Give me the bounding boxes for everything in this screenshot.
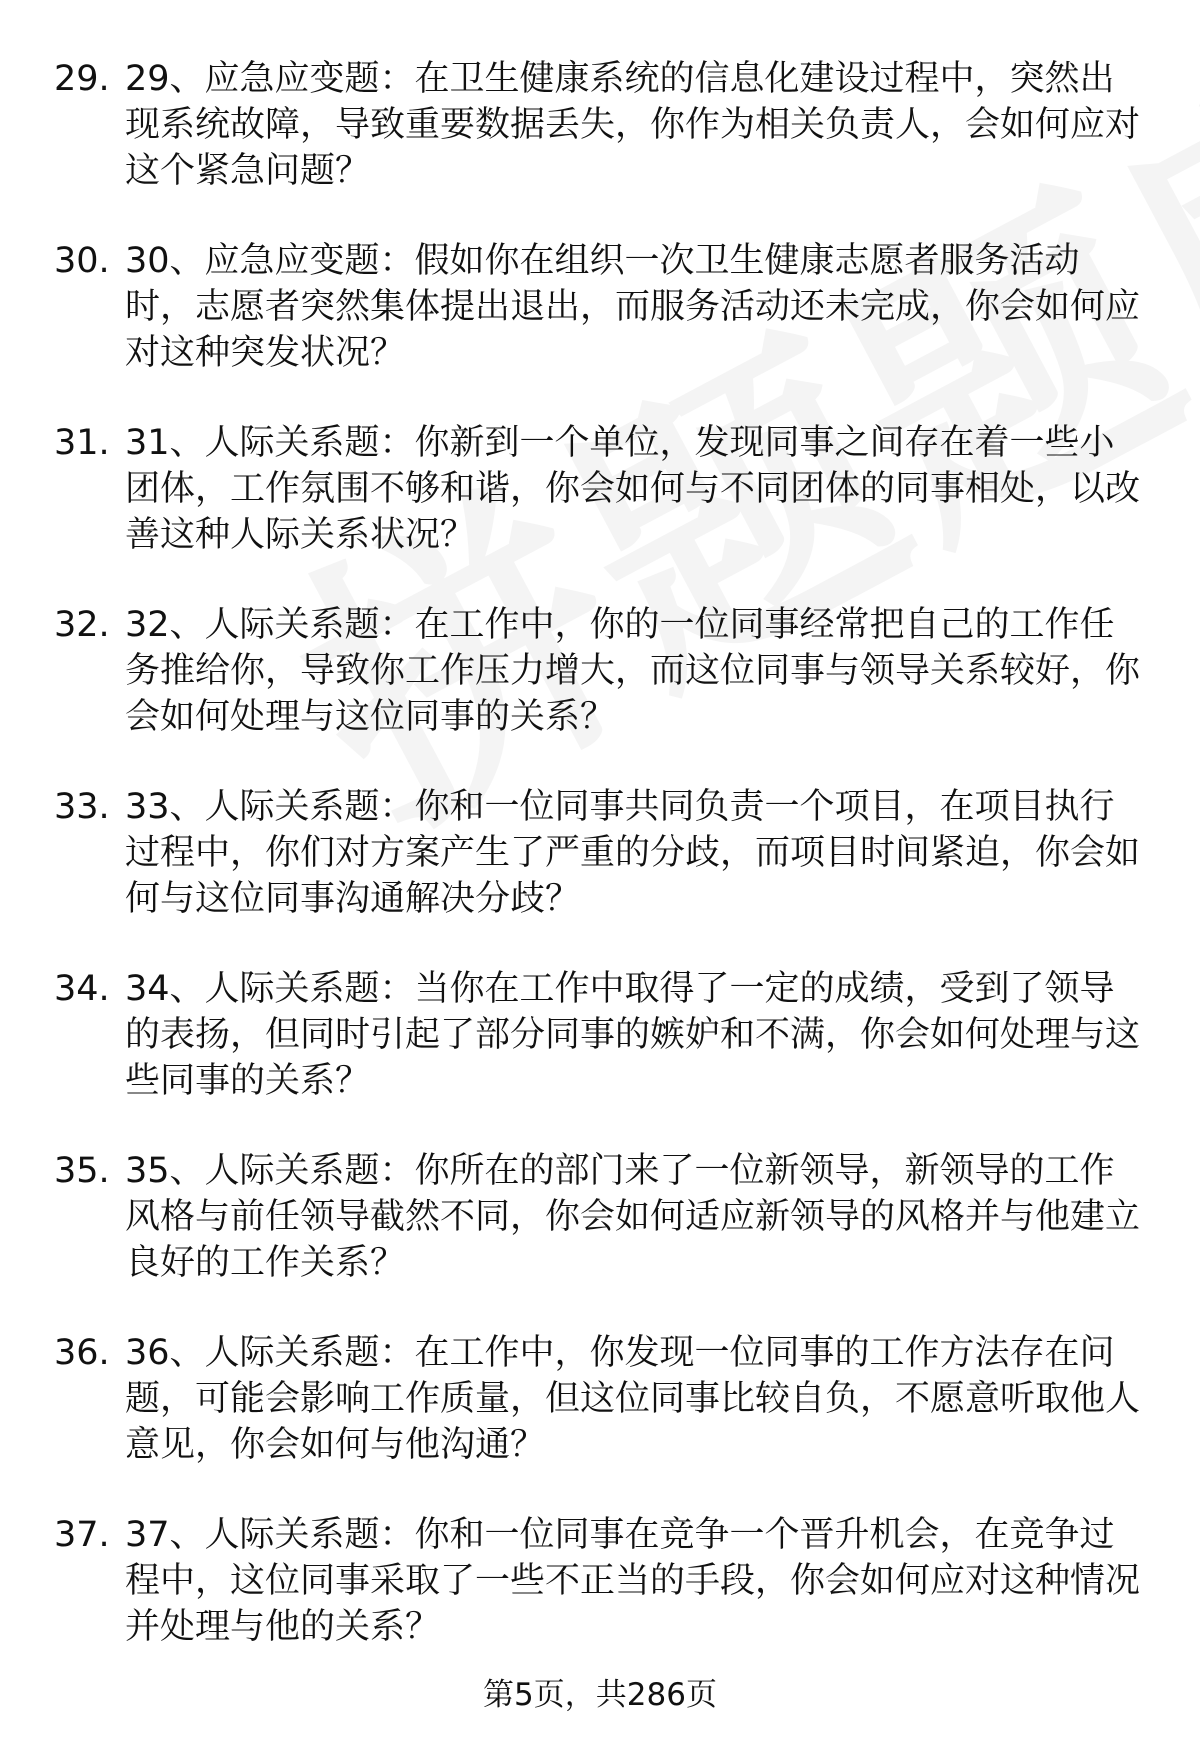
question-item-35 xyxy=(0,1148,1200,1286)
question-number: 37. xyxy=(54,1515,110,1555)
question-item-32 xyxy=(0,602,1200,740)
question-list xyxy=(0,56,1200,1694)
question-number: 29. xyxy=(54,59,110,99)
question-number: 30. xyxy=(54,241,110,281)
page-footer xyxy=(0,1675,1200,1715)
question-number: 32. xyxy=(54,605,110,645)
question-item-37 xyxy=(0,1512,1200,1650)
question-text: 34、人际关系题：当你在工作中取得了一定的成绩，受到了领导的表扬，但同时引起了部分同事的嫉妒和不满，你会如何处理与这些同事的关系？ xyxy=(125,969,1141,1101)
question-text: 30、应急应变题：假如你在组织一次卫生健康志愿者服务活动时，志愿者突然集体提出退出，而服务活动还未完成，你会如何应对这种突发状况？ xyxy=(125,241,1141,373)
question-number: 33. xyxy=(54,787,110,827)
page-number-label: 第5页，共286页 xyxy=(483,1677,717,1713)
question-number: 35. xyxy=(54,1151,110,1191)
question-text: 33、人际关系题：你和一位同事共同负责一个项目，在项目执行过程中，你们对方案产生了严重的分歧，而项目时间紧迫，你会如何与这位同事沟通解决分歧？ xyxy=(125,787,1141,919)
question-number: 34. xyxy=(54,969,110,1009)
question-text: 37、人际关系题：你和一位同事在竞争一个晋升机会，在竞争过程中，这位同事采取了一些不正当的手段，你会如何应对这种情况并处理与他的关系？ xyxy=(125,1515,1141,1647)
question-text: 35、人际关系题：你所在的部门来了一位新领导，新领导的工作风格与前任领导截然不同，你会如何适应新领导的风格并与他建立良好的工作关系？ xyxy=(125,1151,1141,1283)
question-number: 36. xyxy=(54,1333,110,1373)
question-text: 29、应急应变题：在卫生健康系统的信息化建设过程中，突然出现系统故障，导致重要数据丢失，你作为相关负责人，会如何应对这个紧急问题？ xyxy=(125,59,1141,191)
question-item-36 xyxy=(0,1330,1200,1468)
question-text: 31、人际关系题：你新到一个单位，发现同事之间存在着一些小团体，工作氛围不够和谐，你会如何与不同团体的同事相处，以改善这种人际关系状况？ xyxy=(125,423,1141,555)
question-text: 32、人际关系题：在工作中，你的一位同事经常把自己的工作任务推给你，导致你工作压力增大，而这位同事与领导关系较好，你会如何处理与这位同事的关系？ xyxy=(125,605,1141,737)
question-item-29 xyxy=(0,56,1200,194)
question-text: 36、人际关系题：在工作中，你发现一位同事的工作方法存在问题，可能会影响工作质量，但这位同事比较自负，不愿意听取他人意见，你会如何与他沟通？ xyxy=(125,1333,1141,1465)
question-item-31 xyxy=(0,420,1200,558)
question-item-33 xyxy=(0,784,1200,922)
question-item-34 xyxy=(0,966,1200,1104)
question-item-30 xyxy=(0,238,1200,376)
question-number: 31. xyxy=(54,423,110,463)
